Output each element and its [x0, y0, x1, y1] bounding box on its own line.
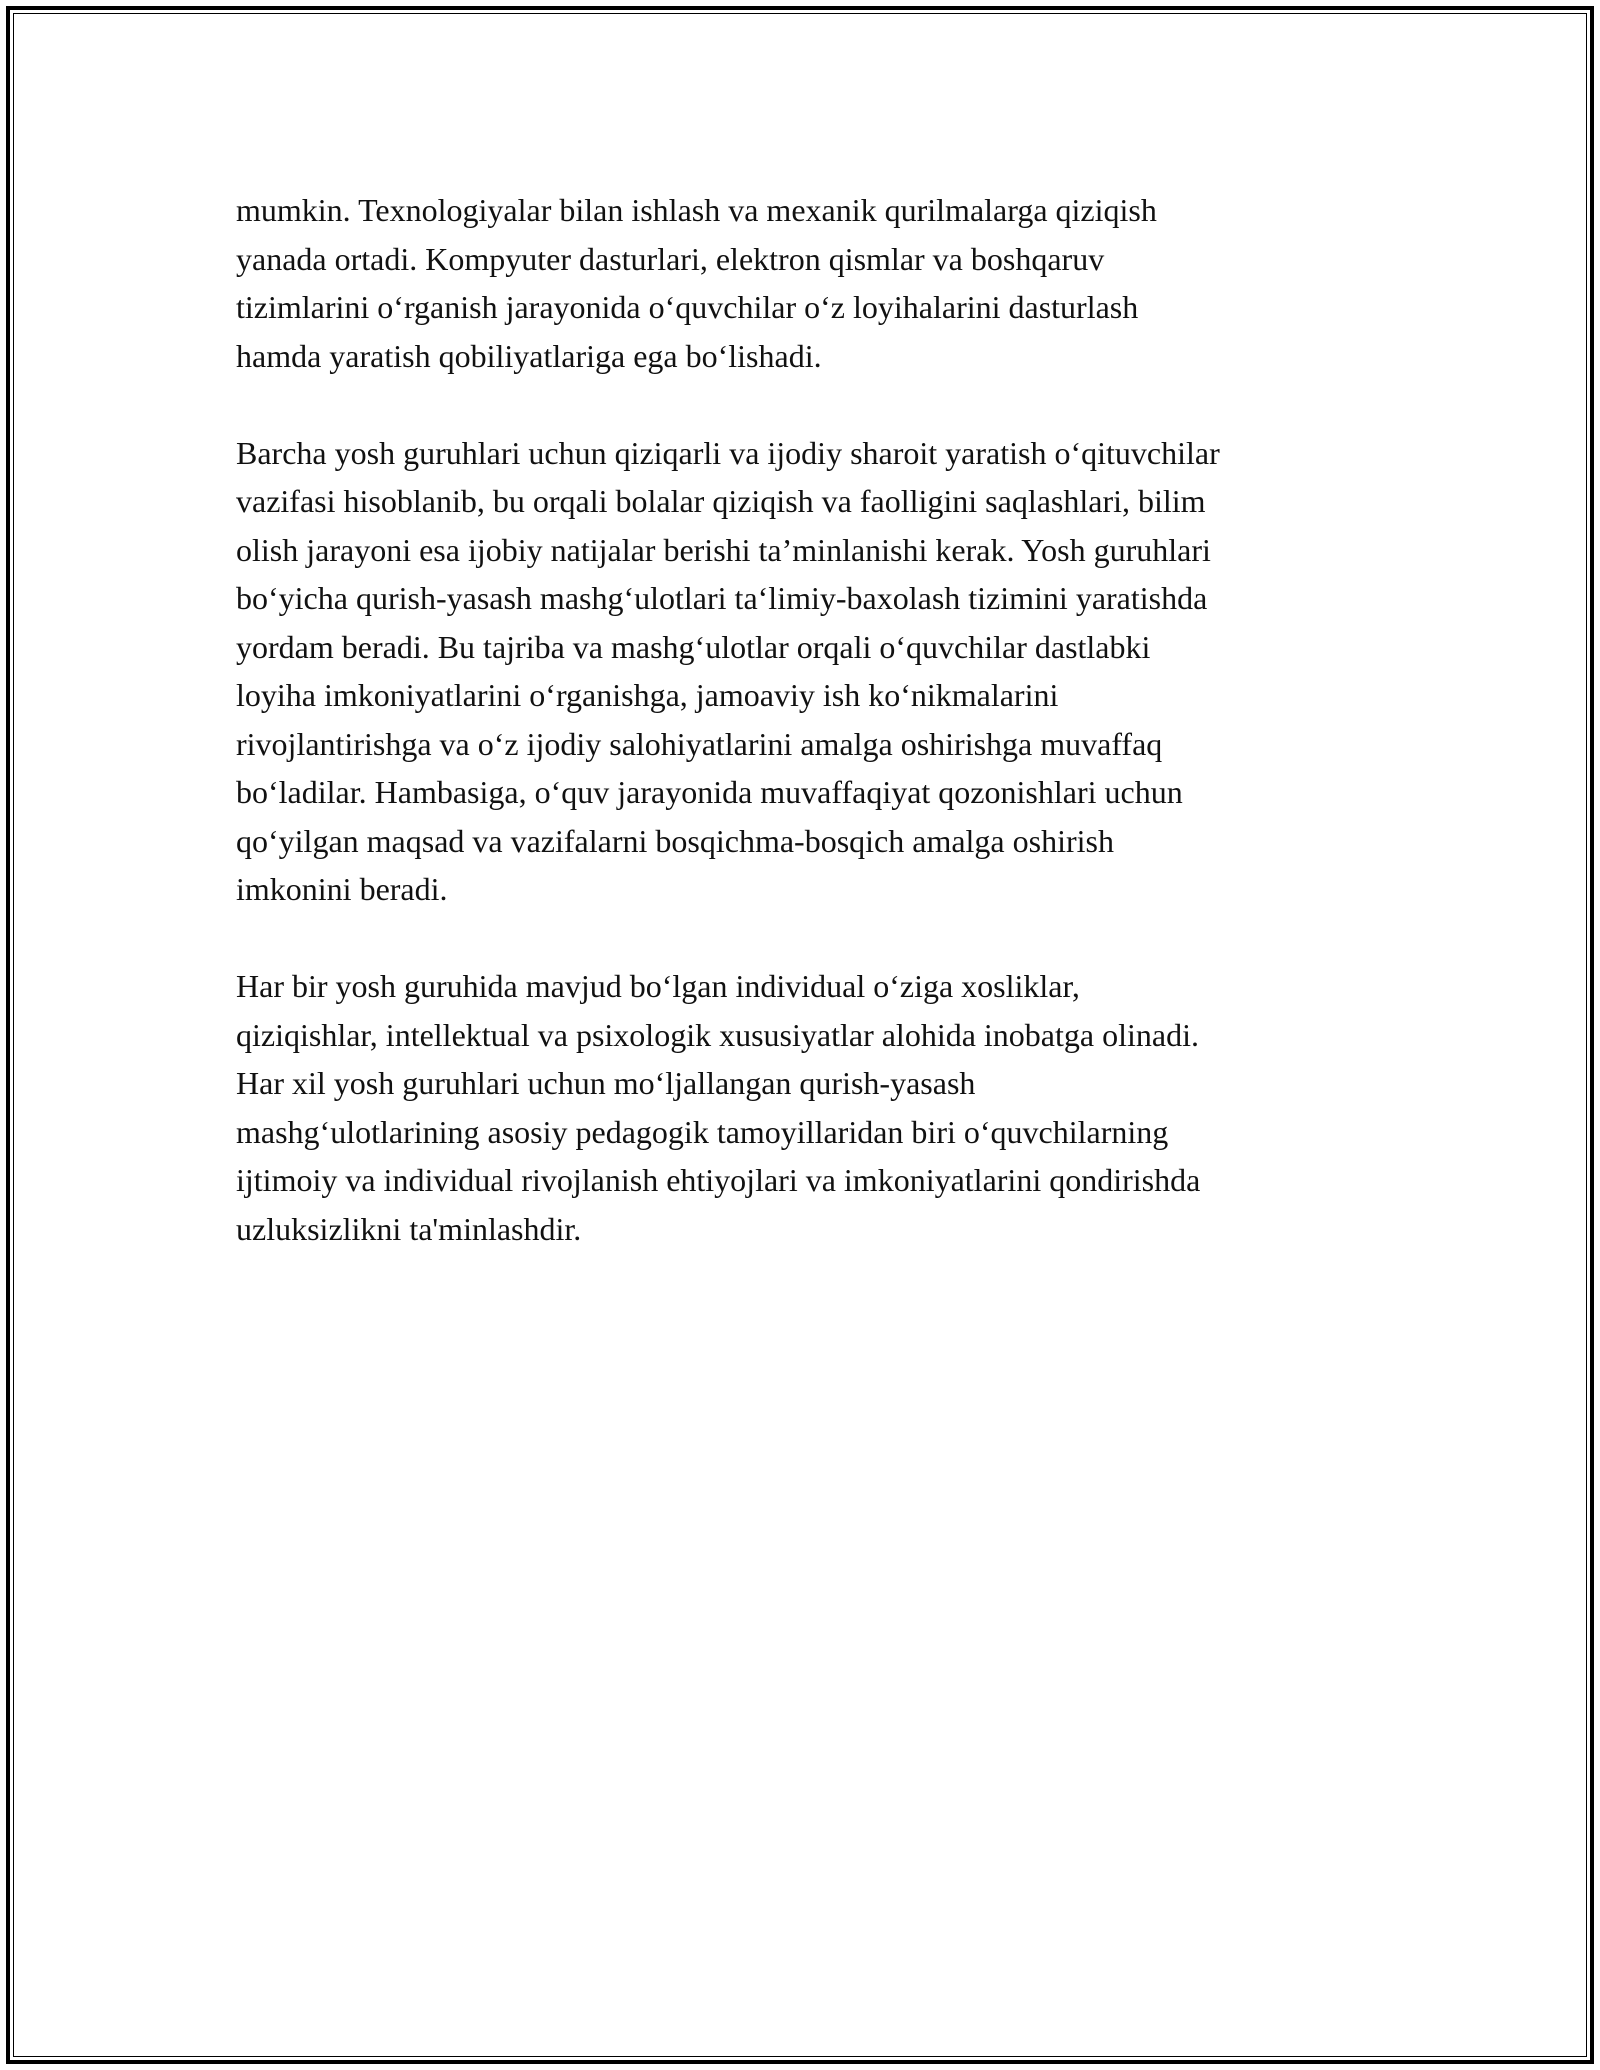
paragraph-1 — [236, 186, 1386, 380]
text-line: mumkin. Texnologiyalar bilan ishlash va mexanik qurilmalarga qiziqish — [236, 192, 1157, 228]
text-line: uzluksizlikni ta'minlashdir. — [236, 1210, 582, 1247]
text-line: Har bir yosh guruhida mavjud bo‘lgan individual o‘ziga xosliklar, — [236, 968, 1080, 1004]
text-line: tizimlarini o‘rganish jarayonida o‘quvchilar o‘z loyihalarini dasturlash — [236, 289, 1139, 325]
paragraph-2 — [236, 429, 1386, 914]
text-line: bo‘yicha qurish-yasash mashg‘ulotlari ta‘limiy-baxolash tizimini yaratishda — [236, 580, 1208, 616]
text-line: qo‘yilgan maqsad va vazifalarni bosqichma-bosqich amalga oshirish — [236, 822, 1114, 859]
text-line: ijtimoiy va individual rivojlanish ehtiyojlari va imkoniyatlarini qondirishda — [236, 1162, 1201, 1198]
text-line: vazifasi hisoblanib, bu orqali bolalar qiziqish va faolligini saqlashlari, bilim — [236, 483, 1206, 519]
text-line: mashg‘ulotlarining asosiy pedagogik tamoyillaridan biri o‘quvchilarning — [236, 1113, 1169, 1150]
text-line: imkonini beradi. — [236, 871, 448, 907]
text-line: yanada ortadi. Kompyuter dasturlari, elektron qismlar va boshqaruv — [236, 240, 1105, 277]
paragraph-3 — [236, 962, 1386, 1253]
text-line: rivojlantirishga va o‘z ijodiy salohiyatlarini amalga oshirishga muvaffaq — [236, 725, 1163, 762]
text-line: yordam beradi. Bu tajriba va mashg‘ulotlar orqali o‘quvchilar dastlabki — [236, 628, 1151, 665]
text-line: hamda yaratish qobiliyatlariga ega bo‘lishadi. — [236, 337, 822, 374]
document-body — [236, 186, 1386, 1302]
text-line: Har xil yosh guruhlari uchun mo‘ljallangan qurish-yasash — [236, 1065, 976, 1101]
text-line: olish jarayoni esa ijobiy natijalar berishi ta’minlanishi kerak. Yosh guruhlari — [236, 531, 1211, 568]
text-line: bo‘ladilar. Hambasiga, o‘quv jarayonida muvaffaqiyat qozonishlari uchun — [236, 774, 1183, 810]
text-line: Barcha yosh guruhlari uchun qiziqarli va ijodiy sharoit yaratish o‘qituvchilar — [236, 434, 1220, 471]
text-line: qiziqishlar, intellektual va psixologik xususiyatlar alohida inobatga olinadi. — [236, 1016, 1199, 1053]
text-line: loyiha imkoniyatlarini o‘rganishga, jamoaviy ish ko‘nikmalarini — [236, 677, 1059, 713]
